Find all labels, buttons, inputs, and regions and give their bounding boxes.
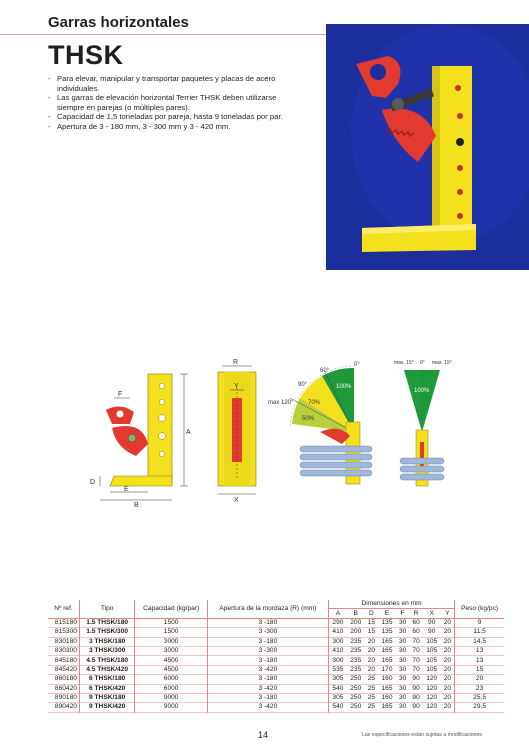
technical-diagrams <box>84 358 464 508</box>
table-cell: 25 <box>367 694 376 702</box>
table-cell: 20 <box>443 628 452 636</box>
table-cell: 6 THSK/420 <box>79 684 134 693</box>
table-cell: 30 <box>398 703 407 711</box>
table-cell: 70 <box>412 637 420 645</box>
table-cell: 845180 <box>54 656 77 664</box>
col-dimensiones: Dimensiones en mm <box>328 600 454 609</box>
tilt-angle-diagram <box>394 360 452 486</box>
table-cell: 29,5 <box>455 703 504 712</box>
table-cell: 4500 <box>135 656 207 665</box>
dim-f-label: F <box>118 391 123 398</box>
table-cell: 3 -300 <box>207 628 328 637</box>
table-cell: 165 <box>381 684 393 692</box>
table-cell: 6000 <box>135 675 207 684</box>
table-cell: 3 -300 <box>207 646 328 655</box>
angle-100-label: 100% <box>336 384 352 390</box>
table-cell: 535 <box>328 665 346 674</box>
table-cell: 305 <box>328 693 346 702</box>
dim-y-label: Y <box>234 383 239 390</box>
table-cell: 3 -420 <box>207 684 328 693</box>
table-cell: 1500 <box>135 628 207 637</box>
table-cell: 165 <box>381 637 393 645</box>
table-cell: 60 <box>412 618 420 626</box>
dim-x-label: X <box>234 497 239 504</box>
table-cell: 11,5 <box>455 628 504 637</box>
table-cell: 9 THSK/420 <box>79 703 134 712</box>
table-cell: 20 <box>443 647 452 655</box>
feature-item: - Apertura de 3 - 180 mm, 3 - 300 mm y 3 - 420 mm. <box>48 122 294 132</box>
table-row <box>48 628 504 637</box>
table-cell: 23 <box>455 684 504 693</box>
table-cell: 300 <box>328 637 346 646</box>
table-cell: 20 <box>443 665 452 673</box>
table-cell: 30 <box>398 628 407 636</box>
table-cell: 3 -180 <box>207 637 328 646</box>
feature-item: - Las garras de elevación horizontal Terrier THSK deben utilizarse siempre en parejas (o múltiples pares). <box>48 93 294 112</box>
table-cell: 6000 <box>135 684 207 693</box>
table-cell: 235 <box>350 637 362 645</box>
table-cell: 30 <box>398 637 407 645</box>
table-cell: 70 <box>412 647 420 655</box>
product-photo <box>326 24 529 270</box>
table-row <box>48 646 504 655</box>
table-cell: 9000 <box>135 703 207 712</box>
table-cell: 105 <box>426 665 438 673</box>
table-row <box>48 675 504 684</box>
table-cell: 250 <box>350 694 362 702</box>
table-cell: 70 <box>412 656 420 664</box>
tilt-100-label: 100% <box>414 388 430 394</box>
page-number: 14 <box>258 730 269 740</box>
table-cell: 30 <box>398 684 407 692</box>
table-cell: 30 <box>398 675 407 683</box>
table-cell: 890180 <box>54 694 77 702</box>
front-view-diagram <box>90 374 191 508</box>
table-cell: 4.5 THSK/180 <box>79 656 134 665</box>
table-cell: 3 THSK/180 <box>79 637 134 646</box>
table-cell: 90 <box>412 694 420 702</box>
table-cell: 6 THSK/180 <box>79 675 134 684</box>
table-cell: 300 <box>328 656 346 665</box>
table-cell: 4500 <box>135 665 207 674</box>
table-row <box>48 637 504 646</box>
table-cell: 90 <box>412 675 420 683</box>
tilt-zero-label: 0° <box>420 360 425 366</box>
dim-b-label: B <box>134 502 139 508</box>
table-cell: 60 <box>412 628 420 636</box>
table-cell: 20 <box>455 675 504 684</box>
col-dim-e: E <box>378 609 396 618</box>
table-cell: 860420 <box>54 684 77 692</box>
side-view-diagram <box>218 359 256 504</box>
table-cell: 170 <box>381 665 393 673</box>
table-cell: 9000 <box>135 693 207 702</box>
table-cell: 305 <box>328 675 346 684</box>
angle-70-label: 70% <box>308 400 321 406</box>
table-cell: 3 THSK/300 <box>79 646 134 655</box>
table-cell: 25,5 <box>455 693 504 702</box>
table-cell: 120 <box>426 684 438 692</box>
table-row <box>48 656 504 665</box>
table-cell: 200 <box>350 628 362 636</box>
disclaimer: Las especificaciones están sujetas a modificaciones <box>362 732 482 738</box>
table-cell: 235 <box>350 656 362 664</box>
table-row <box>48 618 504 627</box>
table-cell: 410 <box>328 646 346 655</box>
table-row <box>48 665 504 674</box>
table-cell: 160 <box>381 675 393 683</box>
dim-e-label: E <box>124 486 129 493</box>
specs-table <box>48 600 504 713</box>
angle-0-label: 0° <box>354 362 360 368</box>
col-capacidad: Capacidad (kg/par) <box>135 600 207 618</box>
col-dim-b: B <box>347 609 365 618</box>
table-cell: 30 <box>398 618 407 626</box>
feature-item: - Para elevar, manipular y transportar paquetes y placas de acero individuales. <box>48 74 294 93</box>
table-cell: 890420 <box>54 703 77 711</box>
table-cell: 13 <box>455 656 504 665</box>
table-cell: 815300 <box>54 628 77 636</box>
col-peso: Peso (kg/pc) <box>455 600 504 618</box>
model-title: THSK <box>48 40 124 70</box>
section-title: Garras horizontales <box>48 14 189 31</box>
table-cell: 30 <box>398 665 407 673</box>
dim-r-label: R <box>233 359 239 366</box>
feature-list <box>48 74 294 132</box>
table-cell: 3000 <box>135 646 207 655</box>
table-cell: 70 <box>412 665 420 673</box>
table-cell: 165 <box>381 647 393 655</box>
col-dim-x: X <box>423 609 441 618</box>
table-cell: 14,5 <box>455 637 504 646</box>
table-cell: 15 <box>367 618 376 626</box>
table-cell: 3 -420 <box>207 703 328 712</box>
table-cell: 3 -420 <box>207 665 328 674</box>
lifting-angle-diagram <box>268 362 372 484</box>
table-cell: 165 <box>381 656 393 664</box>
table-row <box>48 693 504 702</box>
table-cell: 250 <box>350 703 362 711</box>
table-cell: 815180 <box>54 618 77 626</box>
table-cell: 90 <box>428 628 436 636</box>
table-cell: 3 -180 <box>207 693 328 702</box>
table-cell: 1500 <box>135 618 207 627</box>
table-cell: 250 <box>350 675 362 683</box>
feature-item: - Capacidad de 1,5 toneladas por pareja, hasta 9 toneladas por par. <box>48 112 294 122</box>
tilt-max-right-label: max. 15° <box>432 360 452 366</box>
table-cell: 30 <box>398 694 407 702</box>
table-cell: 3 -180 <box>207 675 328 684</box>
tilt-max-left-label: max. 15° <box>394 360 414 366</box>
table-cell: 3 -180 <box>207 656 328 665</box>
table-cell: 20 <box>443 618 452 626</box>
table-cell: 20 <box>367 665 376 673</box>
table-cell: 830300 <box>54 647 77 655</box>
table-cell: 235 <box>350 647 362 655</box>
col-dim-f: F <box>396 609 409 618</box>
table-row <box>48 684 504 693</box>
table-cell: 3 -180 <box>207 618 328 627</box>
table-cell: 235 <box>350 665 362 673</box>
col-ref: Nº ref. <box>48 600 79 618</box>
table-cell: 20 <box>443 703 452 711</box>
table-cell: 90 <box>412 684 420 692</box>
table-cell: 250 <box>350 684 362 692</box>
table-cell: 20 <box>443 675 452 683</box>
col-dim-y: Y <box>441 609 455 618</box>
table-cell: 830180 <box>54 637 77 645</box>
table-cell: 845420 <box>54 665 77 673</box>
table-cell: 20 <box>443 656 452 664</box>
table-cell: 540 <box>328 703 346 712</box>
table-cell: 25 <box>367 675 376 683</box>
table-cell: 4.5 THSK/420 <box>79 665 134 674</box>
table-cell: 105 <box>426 647 438 655</box>
angle-max120-label: max 120° <box>268 400 294 406</box>
table-cell: 105 <box>426 637 438 645</box>
dim-a-label: A <box>186 429 191 436</box>
table-cell: 90 <box>412 703 420 711</box>
angle-50-label: 50% <box>302 416 315 422</box>
table-row <box>48 703 504 712</box>
table-cell: 160 <box>381 694 393 702</box>
table-cell: 30 <box>398 656 407 664</box>
table-cell: 9 THSK/180 <box>79 693 134 702</box>
table-cell: 120 <box>426 675 438 683</box>
table-cell: 15 <box>455 665 504 674</box>
table-cell: 540 <box>328 684 346 693</box>
table-cell: 20 <box>443 637 452 645</box>
table-cell: 13 <box>455 646 504 655</box>
table-cell: 165 <box>381 703 393 711</box>
table-cell: 290 <box>328 618 346 627</box>
table-cell: 120 <box>426 703 438 711</box>
table-cell: 20 <box>443 694 452 702</box>
table-cell: 1.5 THSK/180 <box>79 618 134 627</box>
table-cell: 30 <box>398 647 407 655</box>
angle-60-label: 60° <box>320 368 330 374</box>
table-cell: 135 <box>381 618 393 626</box>
table-cell: 15 <box>367 628 376 636</box>
table-cell: 25 <box>367 703 376 711</box>
table-cell: 25 <box>367 684 376 692</box>
table-cell: 20 <box>367 637 376 645</box>
table-cell: 20 <box>367 656 376 664</box>
col-dim-d: D <box>365 609 378 618</box>
table-cell: 3000 <box>135 637 207 646</box>
angle-90-label: 90° <box>298 382 308 388</box>
table-cell: 860180 <box>54 675 77 683</box>
col-dim-r: R <box>409 609 422 618</box>
table-cell: 200 <box>350 618 362 626</box>
table-cell: 1.5 THSK/300 <box>79 628 134 637</box>
col-tipo: Tipo <box>79 600 134 618</box>
table-cell: 120 <box>426 694 438 702</box>
dim-d-label: D <box>90 479 96 486</box>
table-cell: 410 <box>328 628 346 637</box>
table-cell: 9 <box>455 618 504 627</box>
col-dim-a: A <box>328 609 346 618</box>
table-cell: 20 <box>367 647 376 655</box>
table-cell: 20 <box>443 684 452 692</box>
table-cell: 105 <box>426 656 438 664</box>
table-cell: 135 <box>381 628 393 636</box>
table-cell: 90 <box>428 618 436 626</box>
col-apertura: Apertura de la mordaza (R) (mm) <box>207 600 328 618</box>
